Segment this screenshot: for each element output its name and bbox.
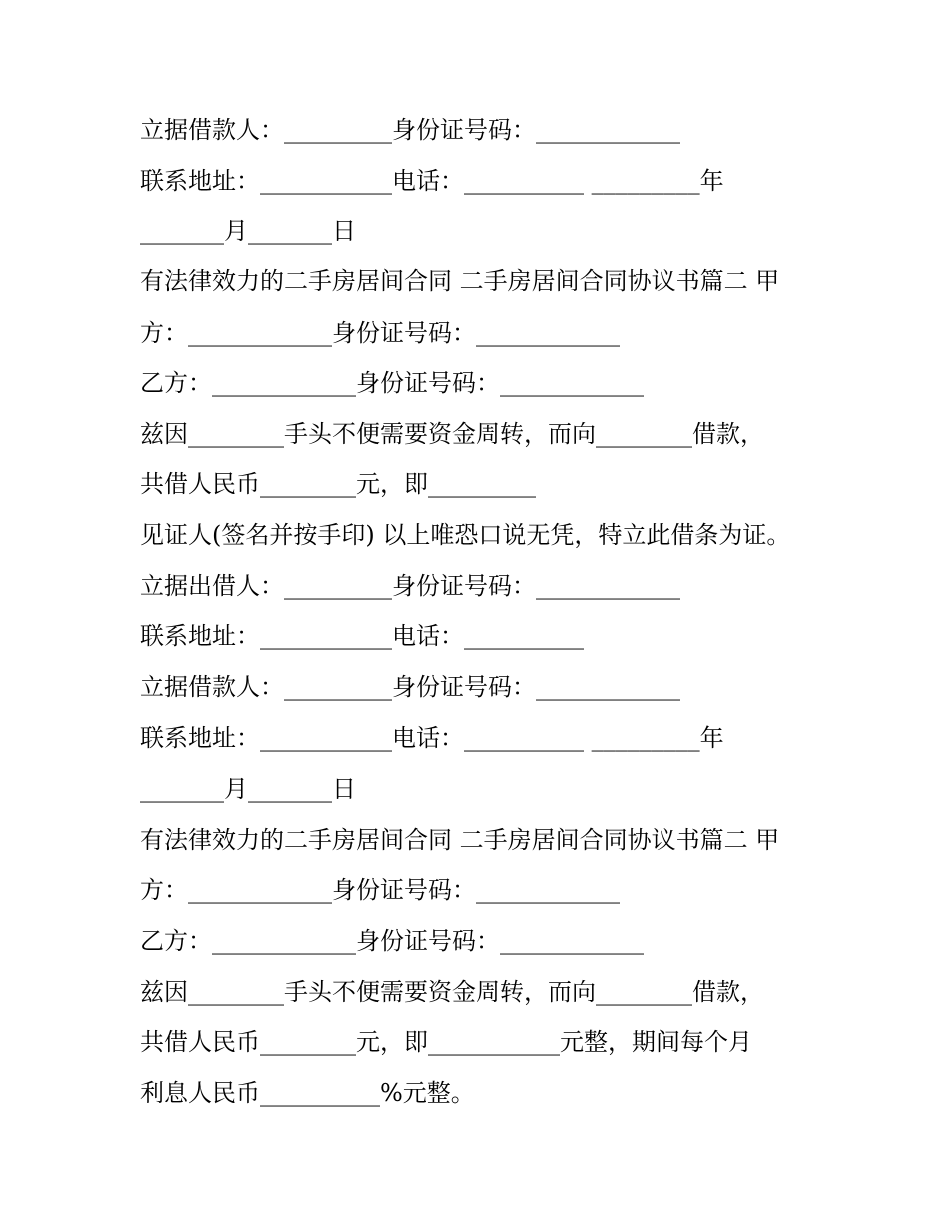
- date-line: _______月_______日: [140, 217, 356, 245]
- contact-line: 联系地址：___________电话：__________: [140, 622, 584, 650]
- date-line: _______月_______日: [140, 775, 356, 803]
- borrower-line: 立据借款人：_________身份证号码：____________: [140, 116, 680, 144]
- reason-line: 兹因________手头不便需要资金周转，而向________借款，: [140, 420, 764, 448]
- amount-line: 共借人民币________元，即_________: [140, 470, 536, 498]
- heading-line: 有法律效力的二手房居间合同 二手房居间合同协议书篇二 甲: [140, 826, 780, 854]
- party-b-line: 乙方：____________身份证号码：____________: [140, 927, 644, 955]
- party-a-line: 方：____________身份证号码：____________: [140, 319, 620, 347]
- party-b-line: 乙方：____________身份证号码：____________: [140, 369, 644, 397]
- interest-line: 利息人民币__________%元整。: [140, 1079, 475, 1107]
- borrower-line: 立据借款人：_________身份证号码：____________: [140, 673, 680, 701]
- witness-line: 见证人(签名并按手印) 以上唯恐口说无凭，特立此借条为证。: [140, 521, 791, 549]
- contact-date-line: 联系地址：___________电话：__________ _________年: [140, 167, 724, 195]
- lender-line: 立据出借人：_________身份证号码：____________: [140, 572, 680, 600]
- party-a-line: 方：____________身份证号码：____________: [140, 876, 620, 904]
- heading-line: 有法律效力的二手房居间合同 二手房居间合同协议书篇二 甲: [140, 267, 780, 295]
- contact-date-line: 联系地址：___________电话：__________ _________年: [140, 724, 724, 752]
- amount-line: 共借人民币________元，即___________元整，期间每个月: [140, 1028, 752, 1056]
- reason-line: 兹因________手头不便需要资金周转，而向________借款，: [140, 978, 764, 1006]
